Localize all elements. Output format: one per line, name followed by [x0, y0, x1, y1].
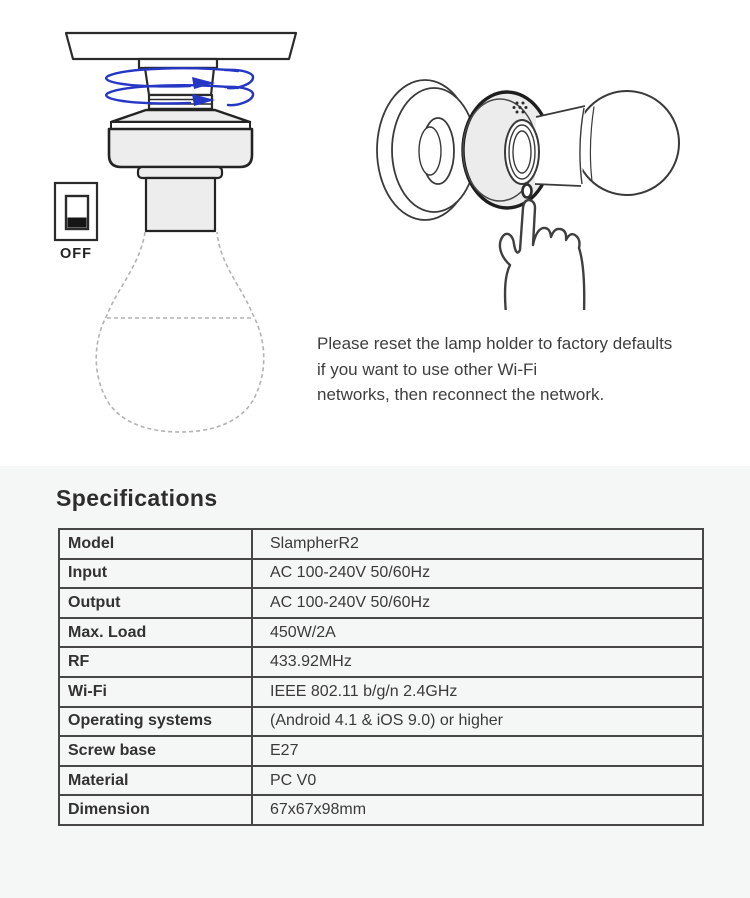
power-switch-off-icon: [55, 183, 97, 262]
reset-note-line-1: Please reset the lamp holder to factory defaults: [317, 334, 673, 353]
spec-row-screw-base: [59, 736, 703, 766]
spec-value: (Android 4.1 & iOS 9.0) or higher: [252, 707, 703, 737]
spec-row-dimension: [59, 795, 703, 825]
install-illustration: [40, 25, 320, 445]
ceiling-plate: [66, 33, 296, 59]
spec-value: PC V0: [252, 766, 703, 796]
spec-value: IEEE 802.11 b/g/n 2.4GHz: [252, 677, 703, 707]
reset-note: [317, 331, 747, 408]
front-opening-rings: [505, 120, 539, 184]
spec-label: Screw base: [59, 736, 252, 766]
reset-note-line-3: networks, then reconnect the network.: [317, 385, 605, 404]
spec-value: AC 100-240V 50/60Hz: [252, 588, 703, 618]
spec-row-max-load: [59, 618, 703, 648]
spec-row-rf: [59, 647, 703, 677]
spec-value: 433.92MHz: [252, 647, 703, 677]
spec-label: RF: [59, 647, 252, 677]
reset-button: [523, 185, 532, 198]
spec-label: Input: [59, 559, 252, 589]
spec-label: Output: [59, 588, 252, 618]
reset-note-line-2: if you want to use other Wi-Fi: [317, 359, 538, 379]
switch-off-label: OFF: [60, 246, 92, 262]
specifications-table: [58, 528, 704, 826]
spec-row-os: [59, 707, 703, 737]
spec-row-wifi: [59, 677, 703, 707]
spec-row-material: [59, 766, 703, 796]
lamp-holder-body: [109, 110, 252, 231]
specifications-section: [0, 466, 750, 898]
spec-label: Wi-Fi: [59, 677, 252, 707]
spec-row-model: [59, 529, 703, 559]
spec-row-output: [59, 588, 703, 618]
spec-value: E27: [252, 736, 703, 766]
pressing-hand-icon: [500, 200, 584, 310]
ceiling-step: [139, 59, 217, 68]
spec-value: 450W/2A: [252, 618, 703, 648]
spec-row-input: [59, 559, 703, 589]
spec-label: Max. Load: [59, 618, 252, 648]
spec-value: 67x67x98mm: [252, 795, 703, 825]
bulb-dashed-outline: [96, 232, 264, 432]
spec-label: Dimension: [59, 795, 252, 825]
spec-label: Operating systems: [59, 707, 252, 737]
spec-value: SlampherR2: [252, 529, 703, 559]
spec-label: Material: [59, 766, 252, 796]
spec-value: AC 100-240V 50/60Hz: [252, 559, 703, 589]
specifications-heading: Specifications: [56, 485, 218, 511]
spec-label: Model: [59, 529, 252, 559]
reset-illustration: [370, 60, 700, 310]
